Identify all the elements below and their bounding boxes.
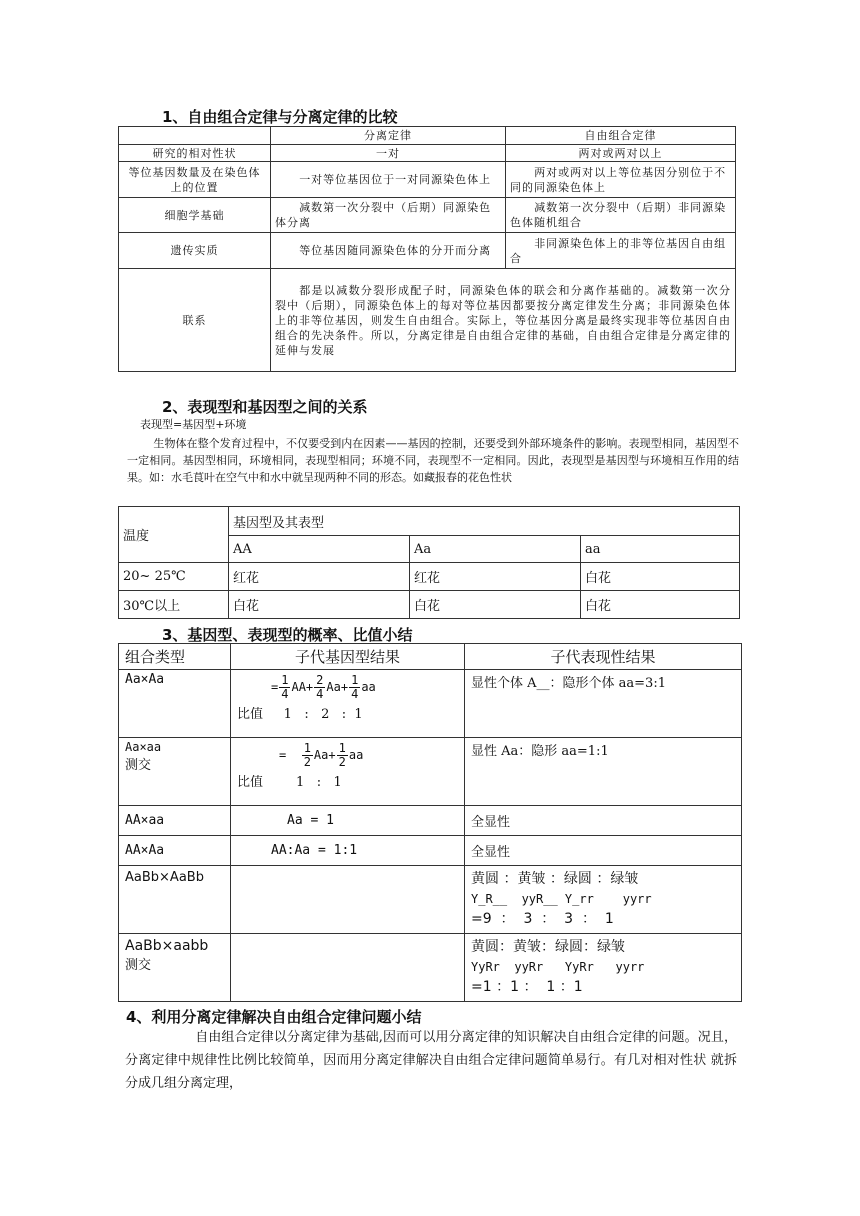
genotype-term: aa [348, 748, 364, 762]
testcross-genotypes: YyRr yyRr YyRr yyrr [471, 960, 645, 974]
combo-cell [119, 934, 231, 1002]
ratio-header-genotype: 子代基因型结果 [231, 644, 465, 670]
combo-cell: AA×Aa [119, 836, 231, 866]
testcross-label: 测交 [125, 958, 152, 973]
row-free-cell: 两对或两对以上等位基因分别位于不同的同源染色体上 [506, 162, 736, 198]
row-label: 研究的相对性状 [119, 145, 271, 162]
combo-cell [119, 738, 231, 806]
ratio-header-combo: 组合类型 [119, 644, 231, 670]
equals-sign: = [279, 748, 287, 762]
section3-title: 3、基因型、表现型的概率、比值小结 [162, 626, 413, 644]
comparison-header-separation: 分离定律 [271, 127, 506, 145]
row-separation-cell: 等位基因随同源染色体的分开而分离 [271, 233, 506, 269]
fraction-1-2: $\frac{1}{2}$ [303, 741, 311, 769]
row-label: 细胞学基础 [119, 198, 271, 233]
genotype-result-cell: AA:Aa = 1:1 [231, 836, 465, 866]
section4-title: 4、利用分离定律解决自由组合定律问题小结 [126, 1008, 422, 1026]
section4-paragraph: 自由组合定律以分离定律为基础,因而可以用分离定律的知识解决自由组合定律的问题。况且，分离定律中规律性比例比较简单，因而用分离定律解决自由组合定律问题简单易行。有几对相对性状 就拆分成几组分离定理， [125, 1030, 737, 1091]
phenotype-result-cell: 显性 Aa：隐形 aa=1:1 [465, 738, 742, 806]
testcross-phenotypes: 黄圆：黄皱：绿圆：绿皱 [471, 939, 625, 955]
row-free-cell: 非同源染色体上的非等位基因自由组合 [506, 233, 736, 269]
phenotype-result-cell: 全显性 [465, 836, 742, 866]
ratio-header-phenotype: 子代表现性结果 [465, 644, 742, 670]
dihybrid-genotypes: Y_R__ yyR__ Y_rr yyrr [471, 892, 652, 906]
phenotype-cell: 白花 [410, 591, 581, 619]
genotype-result-cell: Aa = 1 [231, 806, 465, 836]
phenotype-paragraph: 生物体在整个发育过程中，不仅要受到内在因素——基因的控制，还要受到外部环境条件的影响。表现型相同，基因型不一定相同。基因型相同，环境相同，表现型相同；环境不同，表现型不一定相同。因此，表现型是基因型与环境相互作用的结果。如：水毛茛叶在空气中和水中就呈现两种不同的形态。如藏报春的花色性状 [127, 437, 739, 484]
genotype-result-cell-empty [231, 866, 465, 934]
row-label: 遗传实质 [119, 233, 271, 269]
combo-label: AaBb×aabb [125, 938, 209, 954]
combo-cell: Aa×Aa [119, 670, 231, 738]
genotype-result-cell [231, 670, 465, 738]
primrose-table [118, 506, 740, 619]
phenotype-cell: 红花 [229, 563, 410, 591]
phenotype-result-cell [465, 934, 742, 1002]
genotype-term: AA+ [291, 680, 314, 694]
row-label: 等位基因数量及在染色体上的位置 [119, 162, 271, 198]
genotype-term: aa [361, 680, 376, 694]
genotype-header-aa: aa [581, 536, 740, 563]
comparison-header-blank [119, 127, 271, 145]
fraction-2-4: $\frac{2}{4}$ [316, 673, 324, 701]
section1-title: 1、自由组合定律与分离定律的比较 [162, 108, 398, 126]
testcross-label: 测交 [125, 758, 152, 773]
phenotype-result-cell [465, 866, 742, 934]
fraction-1-2: $\frac{1}{2}$ [338, 741, 346, 769]
temperature-header: 温度 [119, 507, 229, 563]
phenotype-result-cell: 显性个体 A__：隐形个体 aa=3:1 [465, 670, 742, 738]
combo-cell: AaBb×AaBb [119, 866, 231, 934]
row-free-cell: 两对或两对以上 [506, 145, 736, 162]
ratio-line: 比值 1 : 2 : 1 [237, 707, 363, 722]
row-separation-cell: 一对等位基因位于一对同源染色体上 [271, 162, 506, 198]
combo-label: Aa×aa [125, 740, 162, 754]
phenotype-cell: 红花 [410, 563, 581, 591]
row-separation-cell: 减数第一次分裂中（后期）同源染色体分离 [271, 198, 506, 233]
row-label-link: 联系 [119, 269, 271, 372]
equals-sign: = [271, 680, 279, 694]
genotype-group-header: 基因型及其表型 [229, 507, 740, 536]
genotype-header-Aa: Aa [410, 536, 581, 563]
phenotype-cell: 白花 [581, 563, 740, 591]
genotype-result-cell-empty [231, 934, 465, 1002]
temperature-cell: 30℃以上 [119, 591, 229, 619]
dihybrid-ratio: =9 ： 3 ： 3 ： 1 [471, 911, 614, 927]
fraction-1-4: $\frac{1}{4}$ [351, 673, 359, 701]
phenotype-cell: 白花 [229, 591, 410, 619]
row-free-cell: 减数第一次分裂中（后期）非同源染色体随机组合 [506, 198, 736, 233]
genotype-header-AA: AA [229, 536, 410, 563]
ratio-line: 比值 1 : 1 [237, 775, 342, 790]
comparison-table [118, 126, 736, 372]
testcross-ratio: =1 ：1 ： 1 ：1 [471, 979, 583, 995]
link-text: 都是以减数分裂形成配子时，同源染色体的联会和分离作基础的。减数第一次分裂中（后期），同源染色体上的每对等位基因都要按分离定律发生分离；非同源染色体上的非等位基因，则发生自由组合。实际上，等位基因分离是最终实现非等位基因自由组合的先决条件。所以，分离定律是自由组合定律的基础，自由组合定律是分离定律的延伸与发展 [271, 269, 736, 372]
dihybrid-phenotypes: 黄圆 ：黄皱 ：绿圆 ：绿皱 [471, 871, 639, 887]
phenotype-cell: 白花 [581, 591, 740, 619]
row-separation-cell: 一对 [271, 145, 506, 162]
comparison-header-free: 自由组合定律 [506, 127, 736, 145]
genotype-term: Aa+ [313, 748, 336, 762]
ratio-table [118, 643, 742, 1002]
section2-title: 2、表现型和基因型之间的关系 [162, 398, 368, 416]
genotype-term: Aa+ [326, 680, 349, 694]
fraction-1-4: $\frac{1}{4}$ [281, 673, 289, 701]
combo-cell: AA×aa [119, 806, 231, 836]
phenotype-formula: 表现型=基因型+环境 [140, 418, 247, 431]
genotype-result-cell [231, 738, 465, 806]
phenotype-result-cell: 全显性 [465, 806, 742, 836]
temperature-cell: 20~ 25℃ [119, 563, 229, 591]
